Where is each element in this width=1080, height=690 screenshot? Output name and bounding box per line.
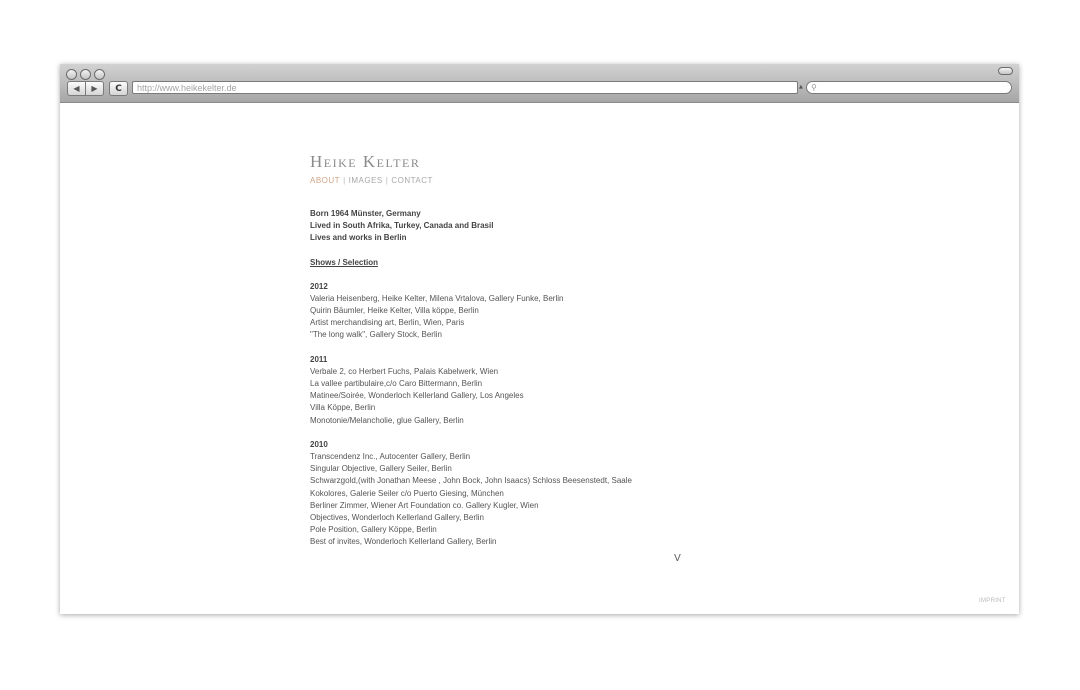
show-entry: Quirin Bäumler, Heike Kelter, Villa köppe, Berlin [310,306,479,316]
minimize-window-button[interactable] [80,69,91,80]
show-entry: Schwarzgold,(with Jonathan Meese , John Bock, John Isaacs) Schloss Beesenstedt, Saale [310,476,632,486]
nav-item-contact[interactable]: CONTACT [391,176,433,185]
address-bar[interactable]: http://www.heikekelter.de [132,81,798,94]
navigation-buttons [67,81,128,95]
back-button[interactable] [67,81,86,96]
show-entry: Berliner Zimmer, Wiener Art Foundation co. Gallery Kugler, Wien [310,500,539,510]
back-arrow-icon: ◀ [73,84,80,93]
imprint-link[interactable]: IMPRINT [979,598,1006,604]
show-entry: "The long walk", Gallery Stock, Berlin [310,330,442,340]
show-entry: Best of invites, Wonderloch Kellerland Gallery, Berlin [310,537,497,547]
forward-arrow-icon: ▶ [91,84,98,93]
shows-heading: Shows / Selection [310,257,379,267]
show-entry: Objectives, Wonderloch Kellerland Gallery, Berlin [310,513,485,523]
address-dropdown-icon[interactable]: ▲ [799,84,803,90]
show-entry: Pole Position, Gallery Köppe, Berlin [310,525,437,535]
close-window-button[interactable] [66,69,77,80]
year-heading: 2010 [310,439,328,449]
forward-button[interactable] [86,81,104,96]
nav-separator: | [343,176,346,185]
show-entry: Valeria Heisenberg, Heike Kelter, Milena Vrtalova, Gallery Funke, Berlin [310,293,564,303]
reload-icon: C [115,83,122,94]
show-entry: La vallee partibulaire,c/o Caro Bittermann, Berlin [310,379,483,389]
year-heading: 2011 [310,354,328,364]
scroll-down-icon[interactable]: V [674,553,681,564]
bio-line: Born 1964 Münster, Germany [310,209,421,218]
show-entry: Transcendenz Inc., Autocenter Gallery, Berlin [310,452,471,462]
toolbar-toggle-button[interactable] [998,67,1013,75]
search-input[interactable] [806,81,1012,94]
site-nav [310,176,730,186]
nav-separator: | [385,176,389,185]
nav-item-about[interactable]: ABOUT [310,176,341,185]
nav-item-images[interactable]: IMAGES [348,176,383,185]
zoom-window-button[interactable] [94,69,105,80]
bio-line: Lived in South Afrika, Turkey, Canada and Brasil [310,221,494,231]
show-entry: Singular Objective, Gallery Seiler, Berlin [310,464,452,474]
magnifier-icon: ⚲ [811,83,817,92]
reload-button[interactable] [109,81,128,96]
show-entry: Kokolores, Galerie Seiler c/o Puerto Giesing, München [310,488,504,498]
year-heading: 2012 [310,281,328,291]
show-entry: Villa Köppe, Berlin [310,403,376,413]
show-entry: Monotonie/Melancholie, glue Gallery, Berlin [310,415,464,425]
bio [310,208,730,245]
browser-toolbar [60,64,1019,103]
site-title[interactable]: Heike Kelter [310,152,421,171]
show-entry: Matinee/Soirée, Wonderloch Kellerland Gallery, Los Angeles [310,391,524,401]
show-entry: Artist merchandising art, Berlin, Wien, Paris [310,318,465,328]
page-content [310,152,730,549]
show-entry: Verbale 2, co Herbert Fuchs, Palais Kabelwerk, Wien [310,366,499,376]
browser-window [60,64,1019,614]
bio-line: Lives and works in Berlin [310,233,407,243]
